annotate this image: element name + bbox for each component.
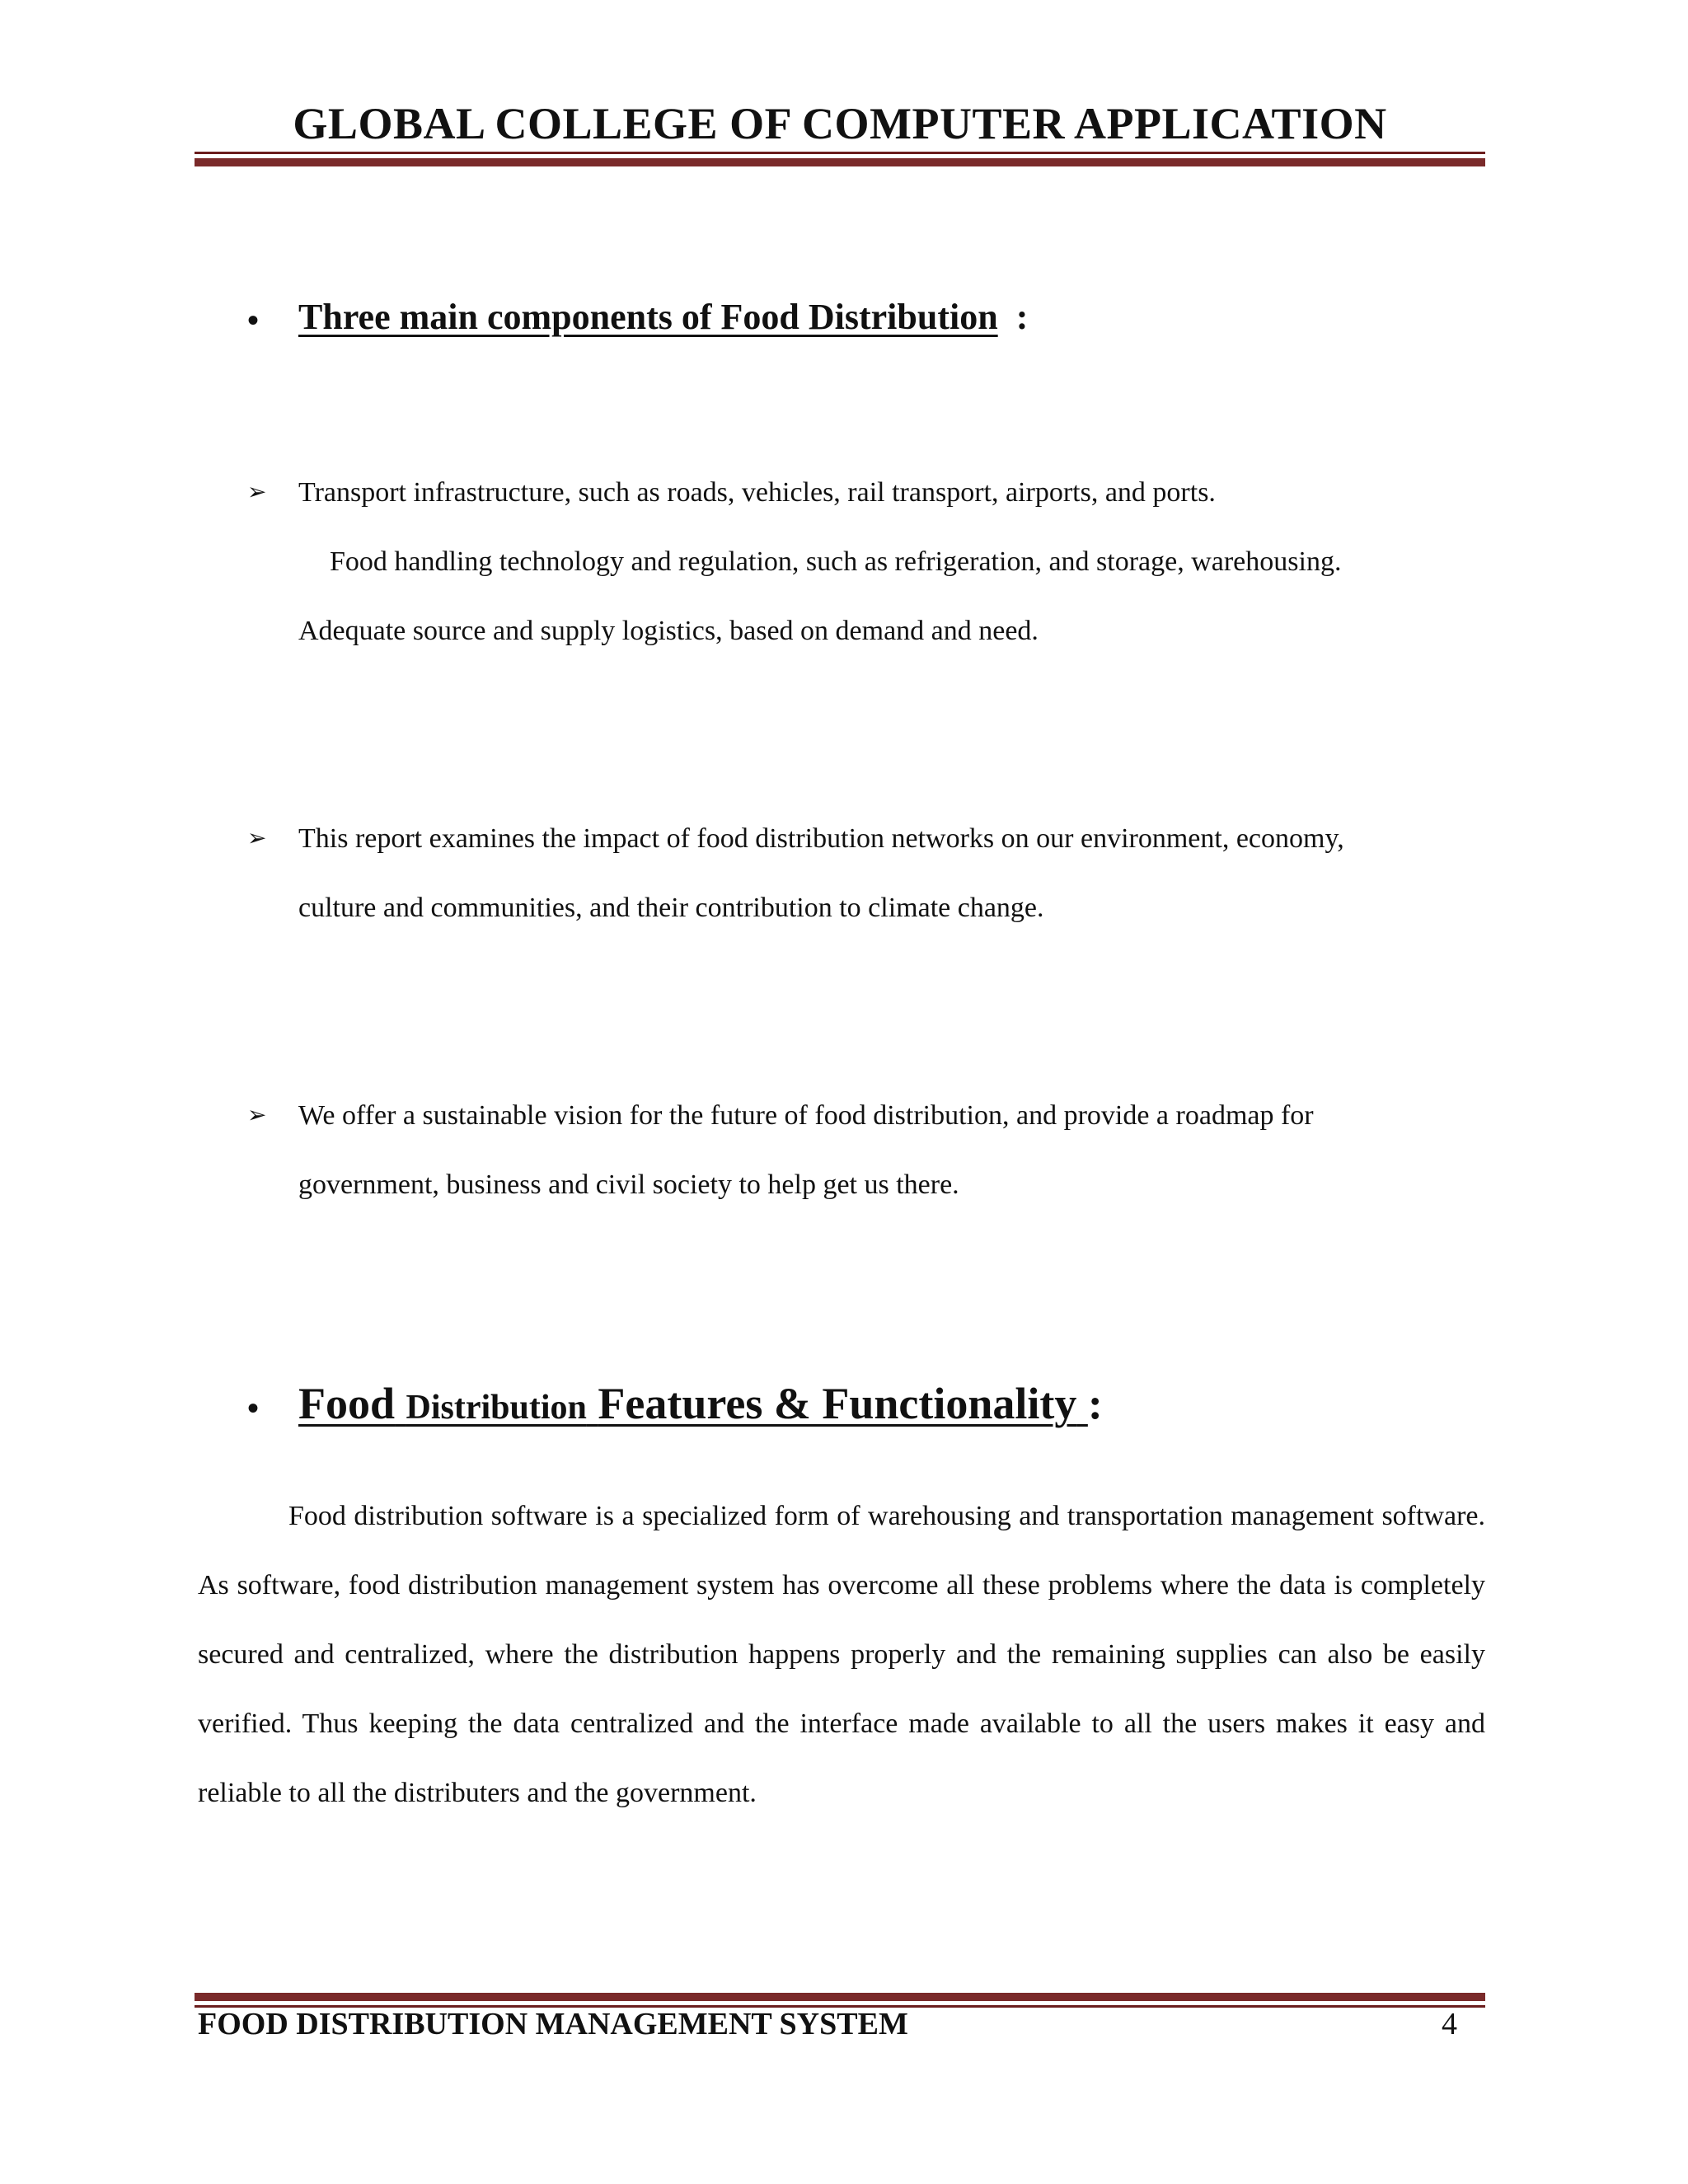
arrow-bullet-icon: ➢ bbox=[247, 480, 267, 505]
list-item bbox=[247, 804, 1500, 943]
list-item-text: Adequate source and supply logistics, based on demand and need. bbox=[298, 616, 1039, 646]
heading-colon: : bbox=[1015, 297, 1029, 337]
list-item-text: culture and communities, and their contribution to climate change. bbox=[298, 893, 1044, 923]
list-item-text: We offer a sustainable vision for the future of food distribution, and provide a roadmap for bbox=[298, 1100, 1314, 1131]
heading-colon: : bbox=[1087, 1379, 1103, 1428]
list-item-text: This report examines the impact of food distribution networks on our environment, economy, bbox=[298, 823, 1344, 854]
section-heading-text: Three main components of Food Distribution bbox=[298, 297, 998, 337]
footer-title: FOOD DISTRIBUTION MANAGEMENT SYSTEM bbox=[198, 2007, 908, 2041]
list-item bbox=[247, 458, 1500, 527]
bullet-icon: • bbox=[247, 301, 260, 339]
section-heading-features bbox=[247, 1375, 1103, 1437]
arrow-bullet-icon: ➢ bbox=[247, 1103, 267, 1128]
section-heading-components bbox=[247, 293, 1028, 345]
page-number: 4 bbox=[1442, 2007, 1457, 2041]
header-title: GLOBAL COLLEGE OF COMPUTER APPLICATION bbox=[293, 99, 1387, 148]
arrow-bullet-icon: ➢ bbox=[247, 826, 267, 851]
bullet-icon: • bbox=[247, 1389, 260, 1427]
section-heading-text bbox=[298, 1379, 1088, 1428]
heading-word-features: Features & Functionality bbox=[598, 1379, 1077, 1428]
list-item-text: Transport infrastructure, such as roads, vehicles, rail transport, airports, and ports. bbox=[298, 477, 1216, 508]
list-item-text: Food handling technology and regulation, such as refrigeration, and storage, warehousing. bbox=[330, 546, 1342, 577]
list-item bbox=[247, 1081, 1500, 1220]
heading-word-food: Food bbox=[298, 1379, 396, 1428]
heading-word-distribution: Distribution bbox=[406, 1389, 587, 1427]
list-item-text: government, business and civil society to help get us there. bbox=[298, 1169, 959, 1200]
body-paragraph: Food distribution software is a specialized form of warehousing and transportation management software. As software, food distribution management system has overcome all these problems where the data is completely secured and centralized, where the distribution happens properly and the remaining supplies can also be easily verified. Thus keeping the data centralized and the interface made available to all the users makes it easy and reliable to all the distributers and the government. bbox=[198, 1501, 1485, 1808]
header-rule bbox=[195, 152, 1485, 166]
